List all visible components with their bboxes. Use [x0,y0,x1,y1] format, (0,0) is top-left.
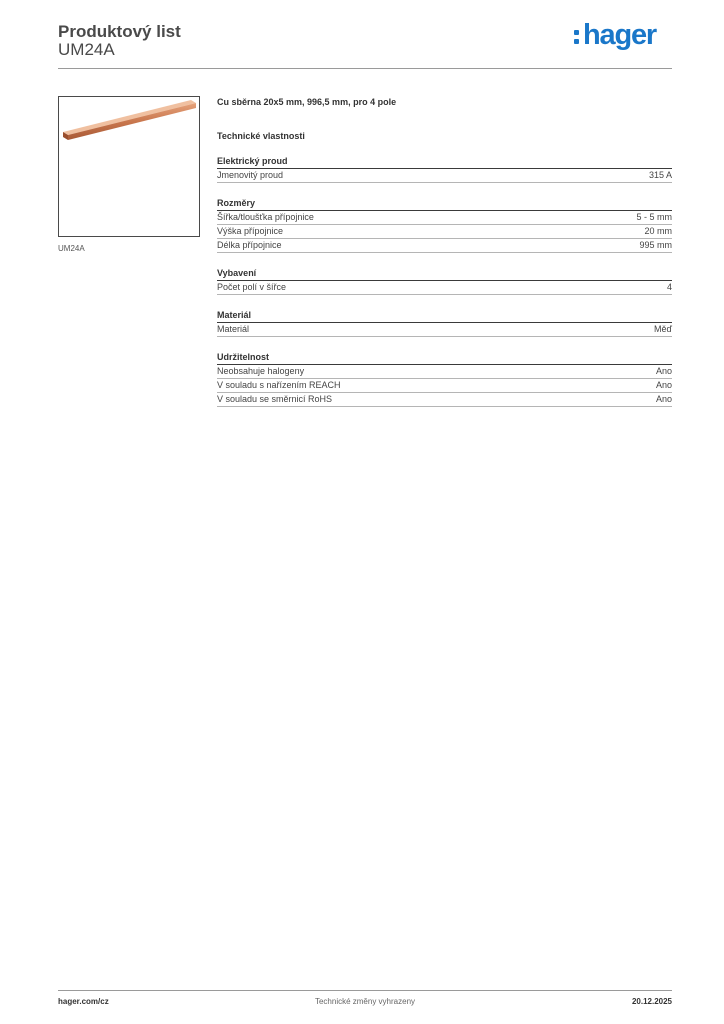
spec-label: Výška přípojnice [217,226,284,236]
spec-label: Počet polí v šířce [217,282,287,292]
spec-label: Šířka/tloušťka přípojnice [217,212,314,222]
section-equipment [217,267,672,295]
footer-divider [58,990,672,991]
spec-row [217,225,672,239]
spec-label: Neobsahuje halogeny [217,366,305,376]
product-description: Cu sběrna 20x5 mm, 996,5 mm, pro 4 pole [217,97,397,107]
page-header [58,20,672,70]
section-title: Vybavení [217,267,672,281]
specs-content [217,96,672,407]
spec-value: 995 mm [639,240,672,250]
spec-value: 315 A [648,170,672,180]
spec-label: V souladu se směrnicí RoHS [217,394,333,404]
footer-notice: Technické změny vyhrazeny [314,997,416,1006]
section-sustainability [217,351,672,407]
spec-label: Délka přípojnice [217,240,282,250]
spec-label: Jmenovitý proud [217,170,284,180]
spec-row [217,281,672,295]
spec-row [217,169,672,183]
image-caption: UM24A [58,244,85,253]
product-code: UM24A [58,40,115,59]
spec-value: 5 - 5 mm [636,212,672,222]
spec-value: Ano [655,380,672,390]
section-title: Elektrický proud [217,155,672,169]
spec-row [217,379,672,393]
spec-row [217,211,672,225]
footer-date: 20.12.2025 [631,997,672,1006]
hager-logo [574,20,656,50]
section-dimensions [217,197,672,253]
copper-busbar-image [59,97,199,236]
spec-value: 4 [666,282,672,292]
product-image [58,96,200,237]
section-title: Udržitelnost [217,351,672,365]
logo-text: hager [583,19,656,51]
section-electrical-current [217,155,672,183]
spec-row [217,365,672,379]
spec-row [217,239,672,253]
spec-row [217,393,672,407]
logo-colon-mark [574,28,580,46]
spec-value: Měď [653,324,672,334]
header-divider [58,68,672,69]
section-title: Rozměry [217,197,672,211]
spec-value: Ano [655,366,672,376]
spec-label: V souladu s nařízením REACH [217,380,341,390]
specs-heading: Technické vlastnosti [217,131,305,141]
section-title: Materiál [217,309,672,323]
spec-value: 20 mm [644,226,672,236]
page-title: Produktový list [58,22,181,41]
spec-row [217,323,672,337]
spec-label: Materiál [217,324,250,334]
spec-value: Ano [655,394,672,404]
footer-website-link[interactable]: hager.com/cz [58,997,109,1006]
section-material [217,309,672,337]
